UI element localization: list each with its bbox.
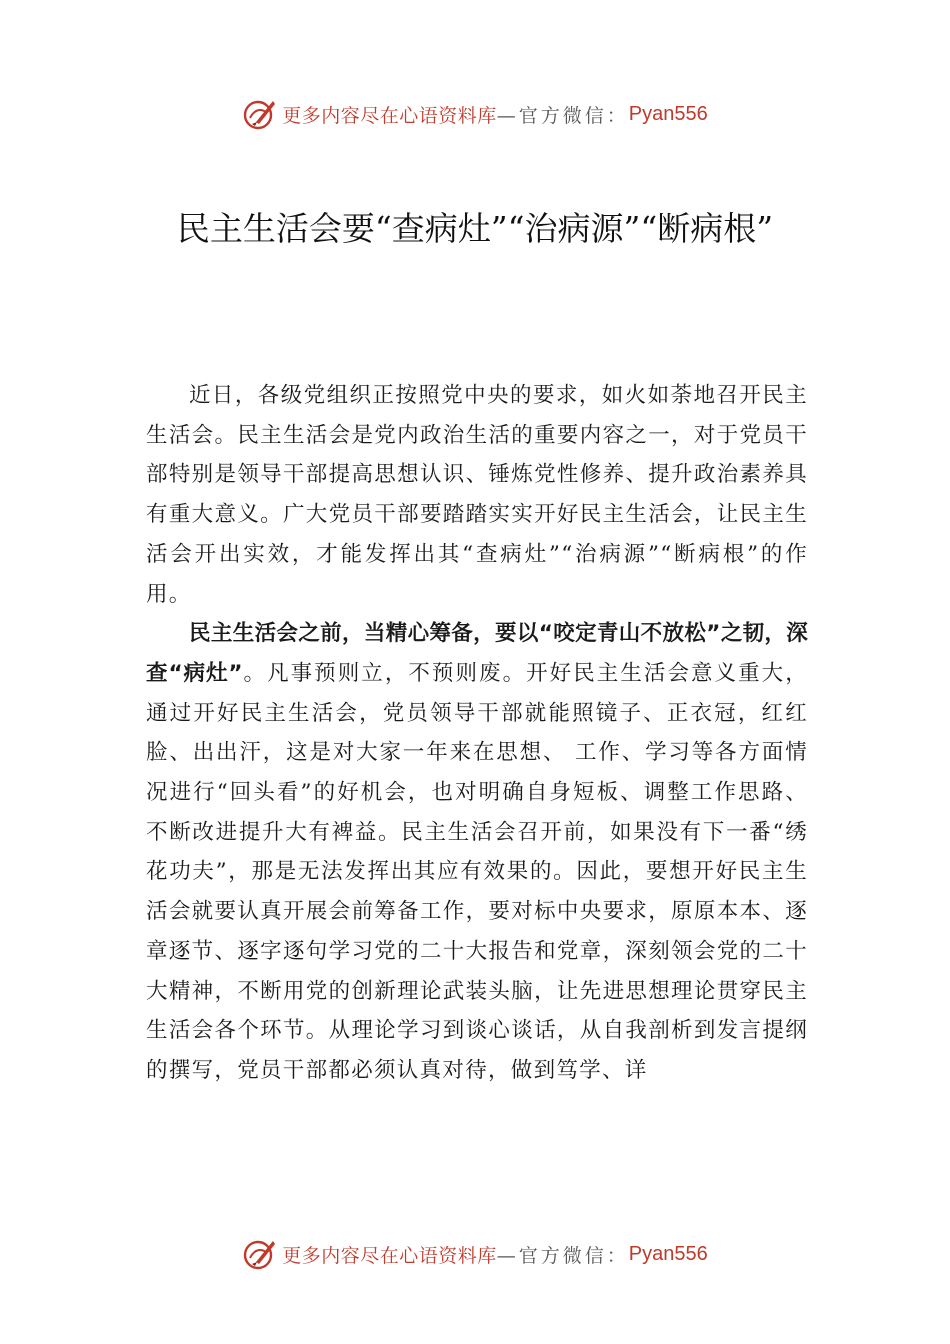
- footer-banner-wechat-label: —官方微信：: [496, 1244, 629, 1267]
- document-body: [146, 376, 808, 1091]
- footer-banner: [0, 1232, 950, 1276]
- pen-logo-icon: [242, 96, 278, 132]
- paragraph-1: 近日，各级党组织正按照党中央的要求，如火如荼地召开民主生活会。民主生活会是党内政治生活的重要内容之一，对于党员干部特别是领导干部提高思想认识、锤炼党性修养、提升政治素养具有重大意义。广大党员干部要踏踏实实开好民主生活会，让民主生活会开出实效，才能发挥出其“查病灶”“治病源”“断病根”的作用。: [146, 383, 808, 607]
- header-banner-wechat-label: —官方微信：: [496, 104, 629, 127]
- header-banner: [0, 92, 950, 136]
- header-banner-text: 更多内容尽在心语资料库: [282, 104, 497, 127]
- header-banner-wechat-id: Pyan556: [628, 102, 708, 125]
- paragraph-2-body: 。凡事预则立，不预则废。开好民主生活会意义重大，通过开好民主生活会，党员领导干部就能照镜子、正衣冠，红红脸、出出汗，这是对大家一年来在思想、 工作、学习等各方面情况进行“回头看”的好机会，也对明确自身短板、调整工作思路、不断改进提升大有裨益。民主生活会召开前，如果没有下一番“绣花功夫”，那是无法发挥出其应有效果的。因此，要想开好民主生活会就要认真开展会前筹备工作，要对标中央要求，原原本本、逐章逐节、逐字逐句学习党的二十大报告和党章，深刻领会党的二十大精神，不断用党的创新理论武装头脑，让先进思想理论贯穿民主生活会各个环节。从理论学习到谈心谈话，从自我剖析到发言提纲的撰写，党员干部都必须认真对待，做到笃学、详: [146, 660, 808, 1083]
- pen-logo-icon: [242, 1236, 278, 1272]
- paragraph-2-lead: 民主生活会之前，当精心筹备，要以“咬定青山不放松”之韧，深查“病灶”: [146, 621, 808, 686]
- document-title: 民主生活会要“查病灶”“治病源”“断病根”: [176, 209, 774, 248]
- paragraph-2: [146, 614, 808, 1090]
- footer-banner-text: 更多内容尽在心语资料库: [282, 1244, 497, 1267]
- footer-banner-wechat-id: Pyan556: [628, 1242, 708, 1265]
